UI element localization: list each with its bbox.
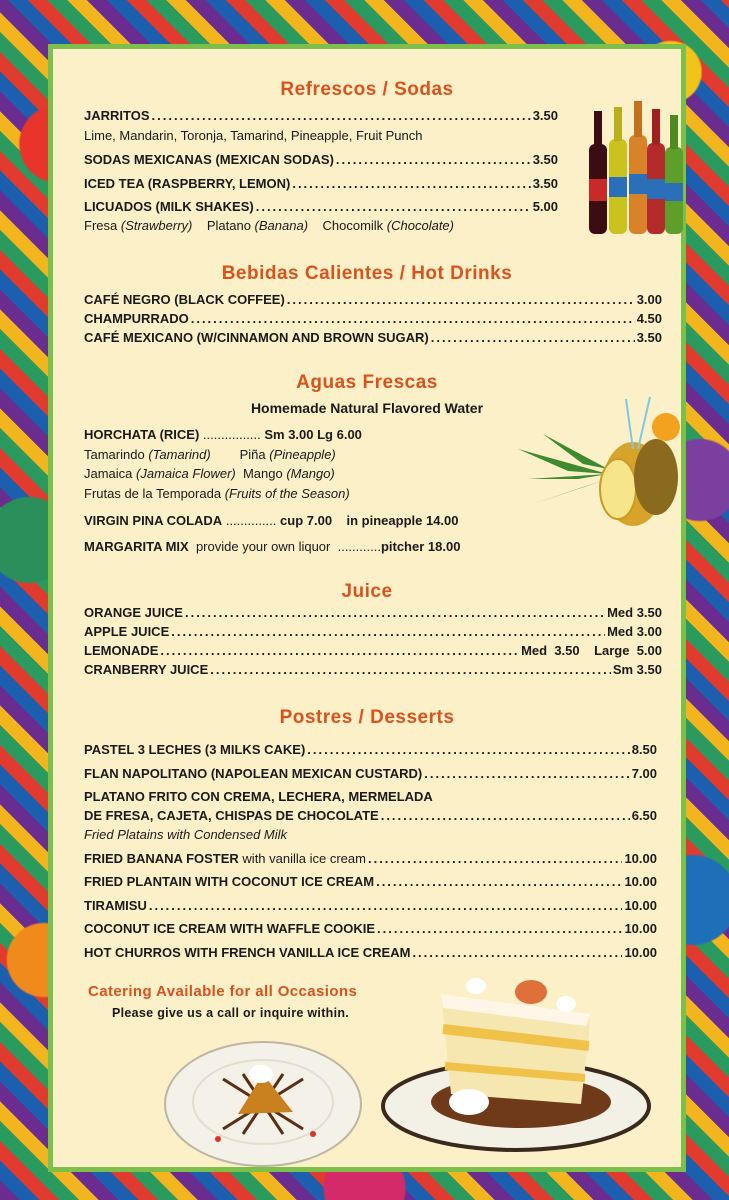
flavors-line-3: Frutas de la Temporada (Fruits of the Season)	[84, 486, 350, 501]
sodas-title: Refrescos / Sodas	[280, 79, 454, 100]
item-name: SODAS MEXICANAS (MEXICAN SODAS)	[84, 152, 334, 167]
item-name: JARRITOS	[84, 108, 150, 123]
item-name: LEMONADE	[84, 643, 159, 658]
item-price: 3.50	[532, 152, 558, 167]
juice-title: Juice	[341, 581, 393, 602]
leader-dots	[412, 945, 622, 960]
orange-juice-row	[84, 605, 662, 620]
item-price: 6.50	[631, 808, 657, 823]
menu-panel	[48, 44, 686, 1172]
item-price: 10.00	[624, 921, 657, 936]
leader-dots	[368, 851, 622, 866]
aguas-title: Aguas Frescas	[296, 372, 438, 393]
item-name: LICUADOS (MILK SHAKES)	[84, 199, 254, 214]
cranberry-juice-row	[84, 662, 662, 677]
item-name: PASTEL 3 LECHES (3 MILKS CAKE)	[84, 742, 306, 757]
leader-dots	[307, 742, 629, 757]
leader-dots	[381, 808, 630, 823]
item-name: COCONUT ICE CREAM WITH WAFFLE COOKIE	[84, 921, 376, 936]
iced-tea-row	[84, 176, 558, 191]
aguas-subtitle: Homemade Natural Flavored Water	[250, 400, 484, 416]
item-price: 4.50	[636, 311, 662, 326]
cake-slice-icon	[381, 974, 651, 1154]
mexican-sodas-row	[84, 152, 558, 167]
item-price: 10.00	[624, 898, 657, 913]
item-price: 8.50	[631, 742, 657, 757]
item-name: APPLE JUICE	[84, 624, 170, 639]
item-name: ICED TEA (RASPBERRY, LEMON)	[84, 176, 291, 191]
item-price: Med 3.50	[607, 605, 662, 620]
flan-row	[84, 766, 657, 781]
item-name: DE FRESA, CAJETA, CHISPAS DE CHOCOLATE	[84, 808, 379, 823]
item-price: Sm 3.50	[612, 662, 662, 677]
banana-foster-row	[84, 851, 657, 866]
item-price: 3.50	[636, 330, 662, 345]
leader-dots	[160, 643, 519, 658]
pastel-row	[84, 742, 657, 757]
item-name: CHAMPURRADO	[84, 311, 189, 326]
cafe-negro-row	[84, 292, 662, 307]
hot-drinks-title: Bebidas Calientes / Hot Drinks	[221, 263, 513, 284]
leader-dots	[287, 292, 635, 307]
item-price: Med 3.50 Large 5.00	[521, 643, 662, 658]
platano-line-1: PLATANO FRITO CON CREMA, LECHERA, MERMELADA	[84, 789, 433, 804]
leader-dots	[149, 898, 623, 913]
item-name: CAFÉ MEXICANO (W/CINNAMON AND BROWN SUGAR)	[84, 330, 429, 345]
margarita-row: MARGARITA MIX provide your own liquor ............pitcher 18.00	[84, 539, 461, 554]
jarritos-desc: Lime, Mandarin, Toronja, Tamarind, Pineapple, Fruit Punch	[84, 128, 423, 143]
apple-juice-row	[84, 624, 662, 639]
leader-dots	[336, 152, 531, 167]
flavors-line-2: Jamaica (Jamaica Flower) Mango (Mango)	[84, 466, 335, 481]
leader-dots	[376, 874, 622, 889]
licuados-row	[84, 199, 558, 214]
item-price: 5.00	[532, 199, 558, 214]
jarritos-row	[84, 108, 558, 123]
pineapple-drink-icon	[508, 379, 688, 529]
leader-dots	[292, 176, 530, 191]
leader-dots	[185, 605, 605, 620]
pina-colada-row: VIRGIN PINA COLADA .............. cup 7.00 in pineapple 14.00	[84, 513, 459, 528]
churros-row	[84, 945, 657, 960]
item-price: Med 3.00	[607, 624, 662, 639]
item-name: CRANBERRY JUICE	[84, 662, 209, 677]
catering-subtitle: Please give us a call or inquire within.	[112, 1006, 350, 1020]
leader-dots	[377, 921, 622, 936]
lemonade-row	[84, 643, 662, 658]
item-name: TIRAMISU	[84, 898, 147, 913]
item-price: 10.00	[624, 874, 657, 889]
leader-dots	[424, 766, 629, 781]
fried-plantain-row	[84, 874, 657, 889]
item-price: 3.00	[636, 292, 662, 307]
item-note: with vanilla ice cream	[242, 851, 366, 866]
coconut-row	[84, 921, 657, 936]
dessert-plate-icon	[163, 1034, 363, 1169]
leader-dots	[152, 108, 531, 123]
item-price: 3.50	[532, 176, 558, 191]
item-price: 10.00	[624, 945, 657, 960]
item-name: FRIED PLANTAIN WITH COCONUT ICE CREAM	[84, 874, 375, 889]
soda-bottles-icon	[585, 99, 685, 239]
leader-dots	[256, 199, 531, 214]
cafe-mexicano-row	[84, 330, 662, 345]
catering-title: Catering Available for all Occasions	[88, 983, 358, 1000]
flavors-line-1: Tamarindo (Tamarind) Piña (Pineapple)	[84, 447, 336, 462]
item-name: CAFÉ NEGRO (BLACK COFFEE)	[84, 292, 285, 307]
item-name: FRIED BANANA FOSTER	[84, 851, 239, 866]
item-name: FLAN NAPOLITANO (NAPOLEAN MEXICAN CUSTARD)	[84, 766, 423, 781]
champurrado-row	[84, 311, 662, 326]
item-name: HOT CHURROS WITH FRENCH VANILLA ICE CREAM	[84, 945, 411, 960]
tiramisu-row	[84, 898, 657, 913]
horchata-row: HORCHATA (RICE) ................ Sm 3.00 Lg 6.00	[84, 427, 362, 442]
leader-dots	[191, 311, 635, 326]
platano-desc: Fried Platains with Condensed Milk	[84, 827, 288, 842]
leader-dots	[171, 624, 605, 639]
leader-dots	[210, 662, 611, 677]
platano-row	[84, 808, 657, 823]
leader-dots	[431, 330, 635, 345]
item-price: 10.00	[624, 851, 657, 866]
desserts-title: Postres / Desserts	[279, 707, 455, 728]
item-price: 3.50	[532, 108, 558, 123]
licuados-flavors: Fresa (Strawberry) Platano (Banana) Chocomilk (Chocolate)	[84, 218, 454, 233]
item-name: ORANGE JUICE	[84, 605, 183, 620]
item-price: 7.00	[631, 766, 657, 781]
